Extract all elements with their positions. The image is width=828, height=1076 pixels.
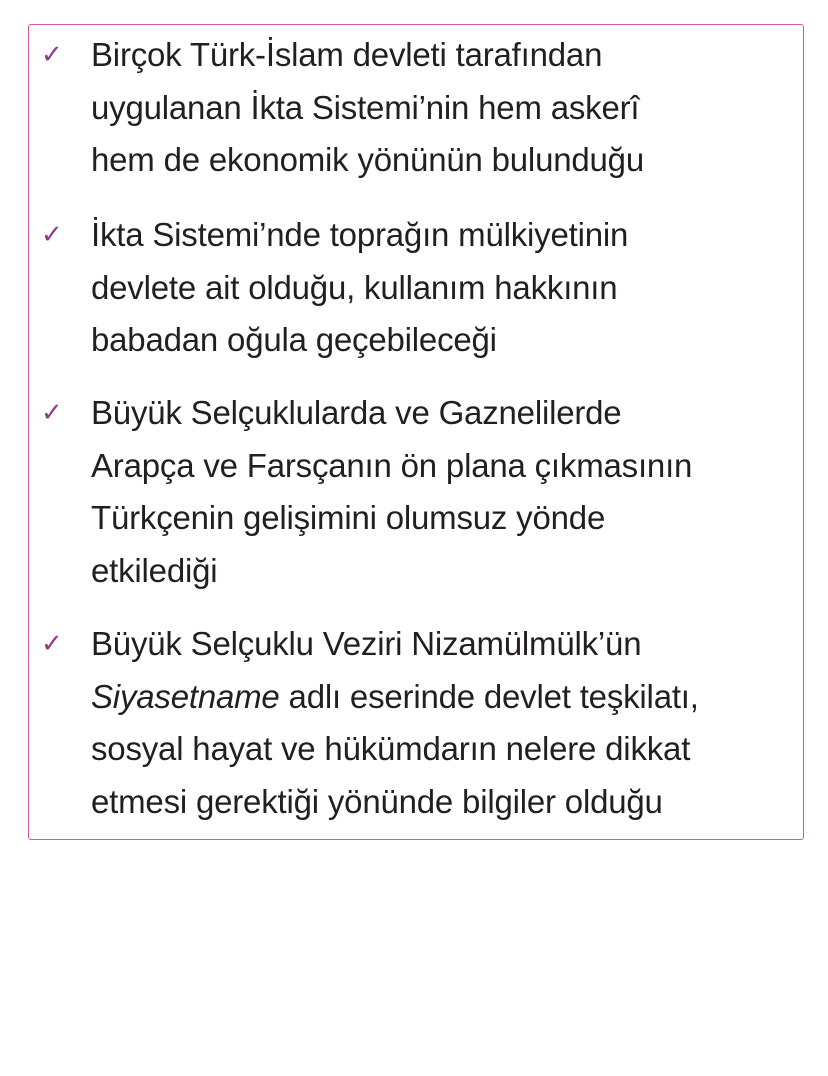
text-line: Türkçenin gelişimini olumsuz yönde xyxy=(91,499,606,536)
text-line: Büyük Selçuklu Veziri Nizamülmülk’ün xyxy=(91,625,642,662)
text-line: hem de ekonomik yönünün bulunduğu xyxy=(91,141,644,178)
text-fragment: adlı eserinde devlet teşkilatı, xyxy=(279,677,699,715)
checkmark-icon: ✓ xyxy=(41,629,63,659)
text-line: Büyük Selçuklularda ve Gaznelilerde xyxy=(91,394,622,431)
list-item-text xyxy=(91,29,791,187)
checkmark-icon: ✓ xyxy=(41,398,63,428)
text-line: İkta Sistemi’nde toprağın mülkiyetinin xyxy=(91,216,629,253)
text-line: Birçok Türk-İslam devleti tarafından xyxy=(91,36,603,73)
text-line: sosyal hayat ve hükümdarın nelere dikkat xyxy=(91,730,691,767)
text-line-mixed xyxy=(91,671,791,724)
book-title: Siyasetname xyxy=(91,677,280,715)
checkmark-icon: ✓ xyxy=(41,220,63,250)
text-line: etkilediği xyxy=(91,551,218,589)
info-box xyxy=(28,24,804,840)
text-line: Arapça ve Farsçanın ön plana çıkmasının xyxy=(91,446,693,484)
checkmark-icon: ✓ xyxy=(41,40,63,70)
list-item-text xyxy=(91,209,791,367)
list-item-text xyxy=(91,618,791,828)
text-line: devlete ait olduğu, kullanım hakkının xyxy=(91,268,618,306)
text-line: etmesi gerektiği yönünde bilgiler olduğu xyxy=(91,782,663,820)
text-line: uygulanan İkta Sistemi’nin hem askerî xyxy=(91,88,640,126)
list-item-text xyxy=(91,387,791,597)
text-line: babadan oğula geçebileceği xyxy=(91,321,497,358)
